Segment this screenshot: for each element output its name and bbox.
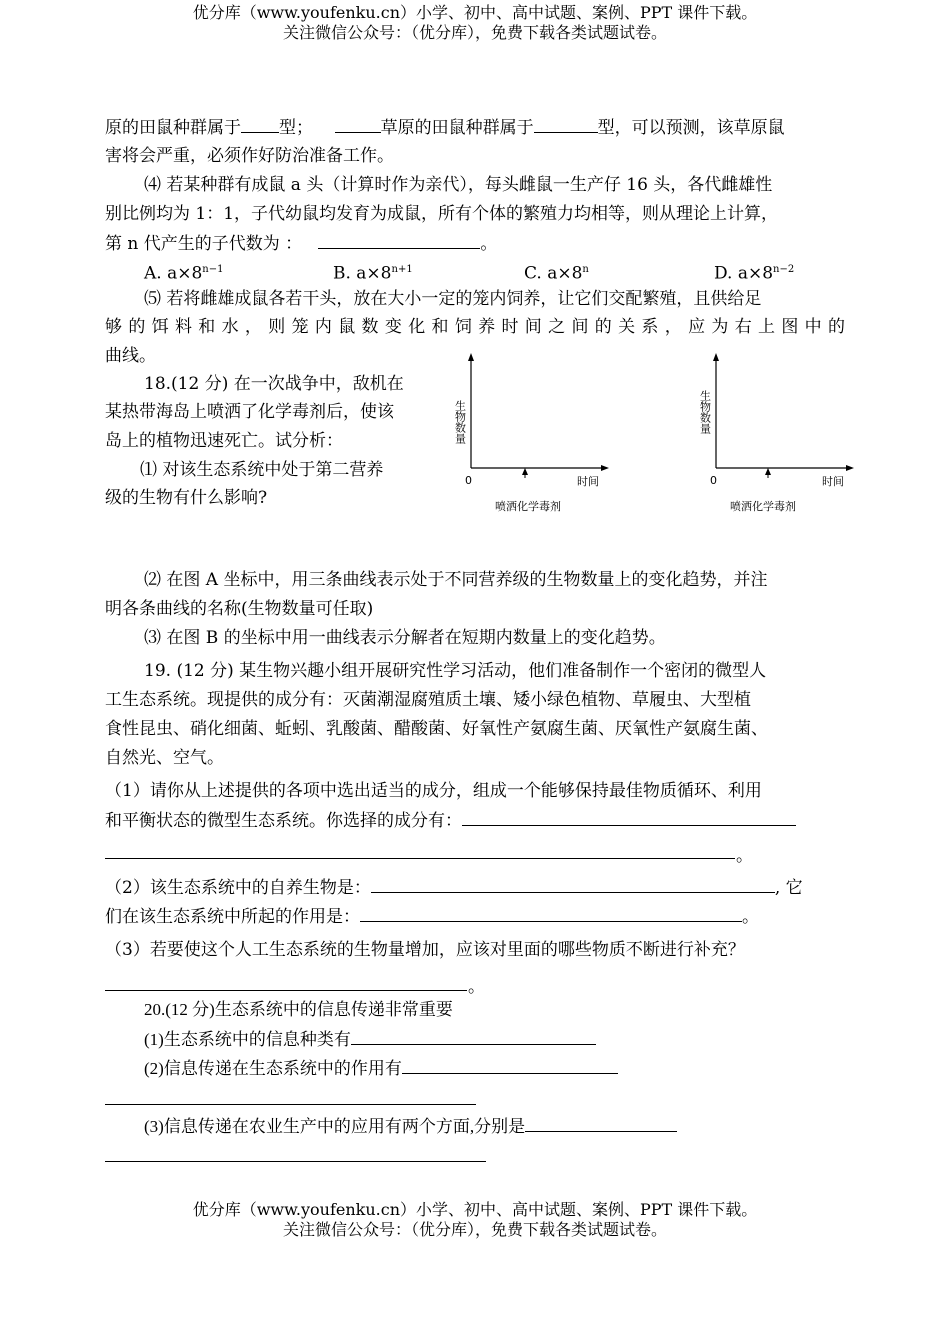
option-c-exponent: n — [582, 264, 589, 275]
q17-p5-line1: ⑸ 若将雌雄成鼠各若干头，放在大小一定的笼内饲养，让它们交配繁殖，且供给足 — [144, 289, 762, 309]
q18-p2-line1: ⑵ 在图 A 坐标中，用三条曲线表示处于不同营养级的生物数量上的变化趋势，并注 — [144, 570, 768, 590]
answer-blank — [402, 1057, 618, 1074]
answer-blank — [525, 1115, 677, 1132]
chart-b — [700, 350, 860, 520]
option-a — [144, 259, 223, 285]
q17-p5-line3: 曲线。 — [105, 346, 156, 366]
q19-p3-line1: （3）若要使这个人工生态系统的生物量增加，应该对里面的哪些物质不断进行补充？ — [105, 940, 745, 960]
q19-p1-line1: （1）请你从上述提供的各项中选出适当的成分，组成一个能够保持最佳物质循环、利用 — [105, 781, 762, 801]
option-b-exponent: n+1 — [391, 264, 413, 275]
q19-p2-line2 — [105, 905, 759, 928]
q18-line4: ⑴ 对该生态系统中处于第二营养 — [140, 460, 384, 480]
q17-p4-line3-text: 第 n 代产生的子代数为 ： — [105, 234, 303, 254]
option-d-exponent: n−2 — [773, 264, 795, 275]
option-a-exponent: n−1 — [202, 264, 224, 275]
q17-line1 — [105, 116, 785, 139]
chart-a-origin: 0 — [465, 474, 472, 487]
answer-blank — [462, 809, 796, 826]
q19-p2-line2-text: 们在该生态系统中所起的作用是： — [105, 907, 360, 927]
answer-line — [105, 858, 735, 859]
q18-line2: 某热带海岛上喷洒了化学毒剂后，使该 — [105, 402, 394, 422]
answer-blank — [371, 876, 775, 893]
q18-p2-line2: 明各条曲线的名称(生物数量可任取) — [105, 599, 374, 619]
chart-b-annotation: 喷洒化学毒剂 — [730, 500, 796, 513]
q17-p5-line2: 够的饵料和水，则笼内鼠数变化和饲养时间之间的关系，应为右上图中的 — [105, 317, 845, 337]
chart-b-event-arrow — [765, 468, 771, 475]
q19-p1-line2 — [105, 809, 796, 832]
chart-a-event-arrow — [522, 468, 528, 475]
chart-b-origin: 0 — [710, 474, 717, 487]
answer-blank — [241, 116, 279, 133]
q20-line4 — [144, 1115, 677, 1138]
q17-line1-part-a: 原的田鼠种群属于 — [105, 118, 241, 138]
q19-line3: 食性昆虫、硝化细菌、蚯蚓、乳酸菌、醋酸菌、好氧性产氨腐生菌、厌氧性产氨腐生菌、 — [105, 719, 768, 739]
q19-line2: 工生态系统。现提供的成分有：灭菌潮湿腐殖质土壤、矮小绿色植物、草履虫、大型植 — [105, 690, 751, 710]
answer-blank — [318, 232, 480, 249]
chart-b-y-arrow — [713, 353, 719, 361]
q20-line2 — [144, 1028, 596, 1051]
option-c — [524, 259, 589, 285]
q18-p3: ⑶ 在图 B 的坐标中用一曲线表示分解者在短期内数量上的变化趋势。 — [144, 628, 666, 648]
answer-blank — [351, 1028, 596, 1045]
option-d-label: D. a×8 — [714, 263, 774, 284]
option-a-label: A. a×8 — [144, 263, 203, 284]
chart-a-y-label: 生物数量 — [453, 400, 467, 444]
q17-p4-line3-end: 。 — [480, 234, 498, 254]
q19-line1: 19. (12 分) 某生物兴趣小组开展研究性学习活动，他们准备制作一个密闭的微型人 — [144, 661, 767, 681]
q17-line2: 害将会严重，必须作好防治准备工作。 — [105, 146, 394, 166]
answer-blank — [360, 905, 742, 922]
q17-p4-line2: 别比例均为 1：1，子代幼鼠均发育为成鼠，所有个体的繁殖力均相等，则从理论上计算， — [105, 204, 779, 224]
option-d — [714, 259, 794, 285]
q20-line3 — [144, 1057, 618, 1080]
chart-b-x-arrow — [846, 465, 854, 471]
answer-line — [105, 1104, 476, 1105]
q20-line3-text: (2)信息传递在生态系统中的作用有 — [144, 1059, 402, 1078]
option-b-label: B. a×8 — [333, 263, 392, 284]
chart-a — [455, 350, 615, 520]
q19-p3-line2-end: 。 — [468, 977, 485, 997]
q20-line2-text: (1)生态系统中的信息种类有 — [144, 1030, 351, 1049]
answer-line — [105, 1161, 486, 1162]
q17-p4-line1: ⑷ 若某种群有成鼠 a 头（计算时作为亲代），每头雌鼠一生产仔 16 头，各代雌雄性 — [144, 175, 773, 195]
chart-a-x-arrow — [601, 465, 609, 471]
q17-line1-part-d: 型，可以预测，该草原鼠 — [597, 118, 785, 138]
chart-b-y-label: 生物数量 — [698, 390, 712, 434]
option-c-label: C. a×8 — [524, 263, 583, 284]
chart-a-annotation: 喷洒化学毒剂 — [495, 500, 561, 513]
q18-line1: 18.(12 分) 在一次战争中，敌机在 — [144, 374, 404, 394]
q19-p2-line1-end: , 它 — [774, 878, 803, 898]
q19-p2-line1-text: （2）该生态系统中的自养生物是： — [105, 878, 371, 898]
page-footer-line2: 关注微信公众号：（优分库），免费下载各类试题试卷。 — [282, 1220, 667, 1239]
answer-blank — [534, 116, 598, 133]
page-header-line2: 关注微信公众号：（优分库），免费下载各类试题试卷。 — [282, 23, 667, 42]
page-footer-line1: 优分库（www.youfenku.cn）小学、初中、高中试题、案例、PPT 课件下载。 — [192, 1200, 758, 1219]
page-header-line1: 优分库（www.youfenku.cn）小学、初中、高中试题、案例、PPT 课件下载。 — [192, 3, 758, 22]
q19-p2-line2-end: 。 — [742, 907, 759, 927]
chart-a-x-label: 时间 — [577, 475, 599, 488]
chart-b-x-label: 时间 — [822, 475, 844, 488]
answer-blank — [335, 116, 381, 133]
chart-a-y-arrow — [468, 353, 474, 361]
q17-line1-part-b: 型； — [279, 118, 313, 138]
q17-line1-part-c: 草原的田鼠种群属于 — [380, 118, 534, 138]
option-b — [333, 259, 413, 285]
q17-p4-line3 — [105, 232, 497, 255]
q20-line4-text: (3)信息传递在农业生产中的应用有两个方面,分别是 — [144, 1117, 526, 1136]
q18-line5: 级的生物有什么影响? — [105, 488, 268, 508]
answer-line — [105, 990, 467, 991]
q19-p1-line3-end: 。 — [736, 846, 753, 866]
q18-line3: 岛上的植物迅速死亡。试分析： — [105, 431, 343, 451]
q20-line1: 20.(12 分)生态系统中的信息传递非常重要 — [144, 1000, 453, 1019]
q19-p2-line1 — [105, 876, 803, 899]
q19-line4: 自然光、空气。 — [105, 748, 224, 768]
q19-p1-line2-text: 和平衡状态的微型生态系统。你选择的成分有： — [105, 811, 462, 831]
